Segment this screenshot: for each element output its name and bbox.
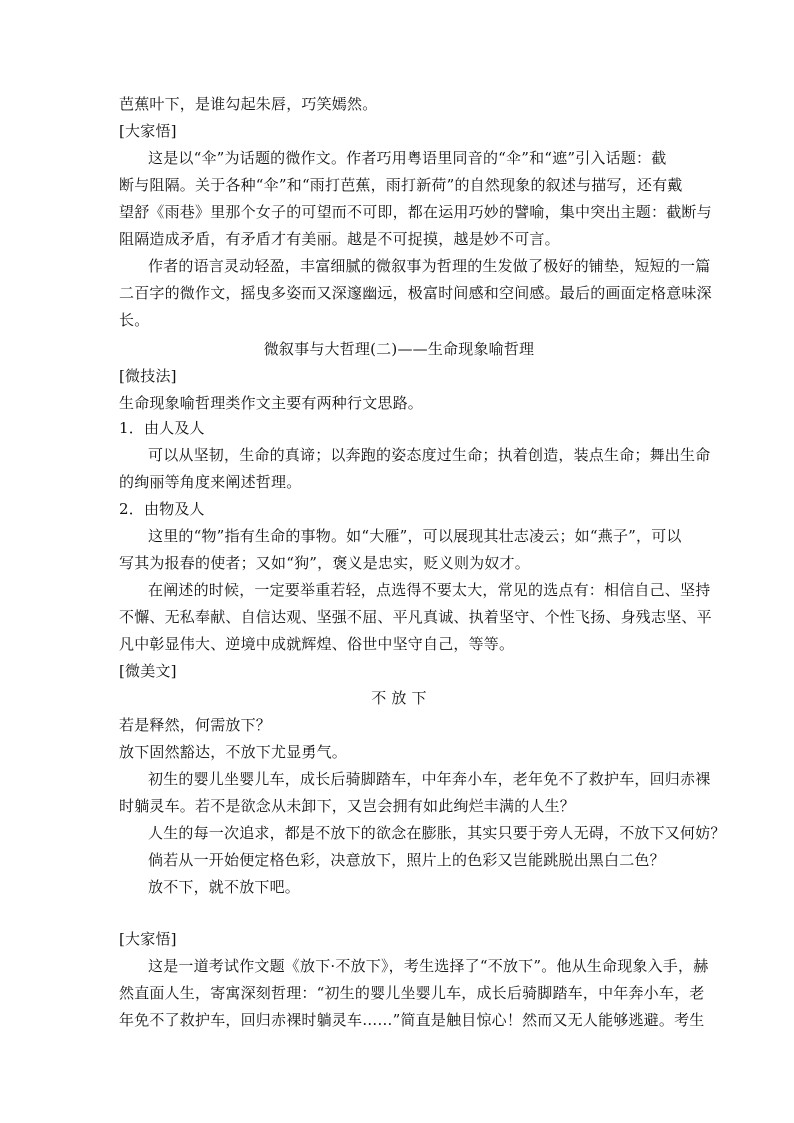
paragraph-line: 望舒《雨巷》里那个女子的可望而不可即，都在运用巧妙的譬喻，集中突出主题：截断与: [119, 203, 712, 221]
section-title: 微叙事与大哲理(二)——生命现象喻哲理: [263, 340, 535, 358]
subheading-1: 1．由人及人: [119, 419, 205, 437]
paragraph-line: 长。: [119, 311, 150, 329]
paragraph-line: 然直面人生，寄寓深刻哲理：“初生的婴儿坐婴儿车，成长后骑脚踏车，中年奔小车，老: [119, 984, 705, 1002]
section-heading-dajiawu: [大家悟]: [119, 122, 177, 140]
paragraph-line: 可以从坚韧，生命的真谛；以奔跑的姿态度过生命；执着创造，装点生命；舞出生命: [148, 446, 711, 464]
paragraph-line: 这是一道考试作文题《放下·不放下》，考生选择了“不放下”。他从生命现象入手，赫: [148, 957, 709, 975]
paragraph-line: 不懈、无私奉献、自信达观、坚强不屈、平凡真诚、执着坚守、个性飞扬、身残志坚、平: [119, 608, 712, 626]
essay-line: 倘若从一开始便定格色彩，决意放下，照片上的色彩又岂能跳脱出黑白二色？: [148, 851, 665, 869]
essay-line: 初生的婴儿坐婴儿车，成长后骑脚踏车，中年奔小车，老年免不了救护车，回归赤裸: [148, 770, 711, 788]
paragraph-line: 凡中彰显伟大、逆境中成就辉煌、俗世中坚守自己，等等。: [119, 635, 515, 653]
essay-line: 放下固然豁达，不放下尤显勇气。: [119, 743, 348, 761]
essay-line: 放不下，就不放下吧。: [148, 878, 301, 896]
section-heading-dajiawu: [大家悟]: [119, 930, 177, 948]
paragraph-line: 这里的“物”指有生命的事物。如“大雁”，可以展现其壮志凌云；如“燕子”，可以: [148, 527, 682, 545]
paragraph-line: 芭蕉叶下，是谁勾起朱唇，巧笑嫣然。: [119, 95, 378, 113]
paragraph-line: 的绚丽等角度来阐述哲理。: [119, 473, 302, 491]
paragraph-line: 阻隔造成矛盾，有矛盾才有美丽。越是不可捉摸，越是妙不可言。: [119, 230, 560, 248]
paragraph-line: 在阐述的时候，一定要举重若轻，点选得不要太大，常见的选点有：相信自己、坚持: [148, 581, 711, 599]
paragraph-line: 作者的语言灵动轻盈，丰富细腻的微叙事为哲理的生发做了极好的铺垫，短短的一篇: [148, 257, 711, 275]
section-heading-weimeiwen: [微美文]: [119, 662, 177, 680]
paragraph-line: 年免不了救护车，回归赤裸时躺灵车……”简直是触目惊心！然而又无人能够逃避。考生: [119, 1011, 705, 1029]
section-heading-weijifa: [微技法]: [119, 367, 177, 385]
essay-line: 时躺灵车。若不是欲念从未卸下，又岂会拥有如此绚烂丰满的人生？: [119, 797, 576, 815]
paragraph-line: 断与阻隔。关于各种“伞”和“雨打芭蕉，雨打新荷”的自然现象的叙述与描写，还有戴: [119, 176, 683, 194]
subheading-2: 2．由物及人: [119, 500, 205, 518]
essay-line: 人生的每一次追求，都是不放下的欲念在膨胀，其实只要于旁人无碍，不放下又何妨？: [148, 824, 726, 842]
paragraph-line: 生命现象喻哲理类作文主要有两种行文思路。: [119, 394, 424, 412]
paragraph-line: 二百字的微作文，摇曳多姿而又深邃幽远，极富时间感和空间感。最后的画面定格意味深: [119, 284, 712, 302]
essay-line: 若是释然，何需放下？: [119, 716, 272, 734]
paragraph-line: 写其为报春的使者；又如“狗”，褒义是忠实，贬义则为奴才。: [119, 554, 530, 572]
essay-title: 不 放 下: [371, 689, 427, 707]
paragraph-line: 这是以“伞”为话题的微作文。作者巧用粤语里同音的“伞”和“遮”引入话题：截: [148, 149, 667, 167]
